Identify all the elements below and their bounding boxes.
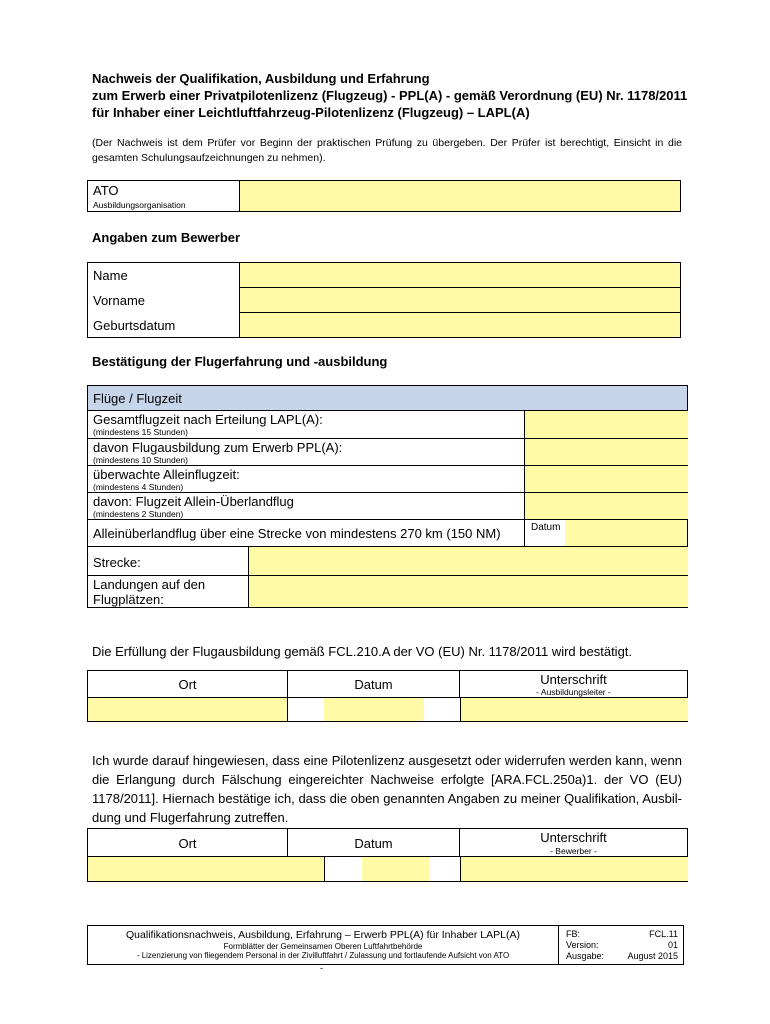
table-row <box>88 439 687 466</box>
footer <box>87 925 684 965</box>
geburtsdatum-label: Geburtsdatum <box>93 318 176 333</box>
ueberlandflug-input[interactable] <box>524 493 688 519</box>
table-row <box>88 493 687 520</box>
title-line-1: Nachweis der Qualifikation, Ausbildung und Erfahrung <box>92 71 430 86</box>
signature-input[interactable] <box>460 698 688 721</box>
signature-sublabel: - Ausbildungsleiter - <box>536 687 611 697</box>
cross-country-label: Alleinüberlandflug über eine Strecke von mindestens 270 km (150 NM) <box>93 526 501 541</box>
fb-label: FB: <box>566 929 581 939</box>
date-label: Datum <box>531 522 561 533</box>
landings-input[interactable] <box>248 576 688 607</box>
datum-label: Datum <box>354 677 393 692</box>
name-label: Name <box>93 268 128 283</box>
title-line-2: zum Erwerb einer Privatpilotenlizenz (Flugzeug) - PPL(A) - gemäß Verordnung (EU) Nr. 1178/2011 <box>92 88 688 103</box>
ort-input[interactable] <box>88 698 288 721</box>
footer-meta-values <box>608 929 678 962</box>
flugausbildung-input[interactable] <box>524 439 688 465</box>
title-line-3: für Inhaber einer Leichtluftfahrzeug-Pilotenlizenz (Flugzeug) – LAPL(A) <box>92 105 530 120</box>
intro-note: (Der Nachweis ist dem Prüfer vor Beginn der praktischen Prüfung zu übergeben. Der Prüfer ist berechtigt, Einsicht in die gesamten Schulungsaufzeichnungen zu nehmen). <box>92 137 682 164</box>
name-input[interactable] <box>240 263 680 288</box>
row-sub: (mindestens 2 Stunden) <box>93 509 184 519</box>
declaration-header-row <box>88 829 687 857</box>
landings-label-2: Flugplätzen: <box>93 592 164 607</box>
row-label: davon: Flugzeit Allein-Überlandflug <box>93 494 294 509</box>
version-label: Version: <box>566 940 599 950</box>
row-sub: (mindestens 4 Stunden) <box>93 482 184 492</box>
gesamtflugzeit-input[interactable] <box>524 411 688 438</box>
signature-input[interactable] <box>460 857 688 881</box>
ort-input[interactable] <box>88 857 325 881</box>
ato-input[interactable] <box>240 181 680 211</box>
datum-input[interactable] <box>362 857 430 881</box>
applicant-heading: Angaben zum Bewerber <box>92 230 241 245</box>
cross-country-date-input[interactable] <box>565 520 687 546</box>
confirmation-text: Die Erfüllung der Flugausbildung gemäß FCL.210.A der VO (EU) Nr. 1178/2011 wird bestätigt. <box>92 644 633 659</box>
signature-sublabel: - Bewerber - <box>550 846 597 856</box>
ato-row <box>87 180 681 212</box>
row-sub: (mindestens 15 Stunden) <box>93 427 188 437</box>
ort-label: Ort <box>178 677 197 692</box>
applicant-table <box>87 262 681 338</box>
row-label: Gesamtflugzeit nach Erteilung LAPL(A): <box>93 412 323 427</box>
vorname-input[interactable] <box>240 288 680 313</box>
version-value: 01 <box>667 940 678 950</box>
ato-sublabel: Ausbildungsorganisation <box>93 200 186 210</box>
signature-label: Unterschrift <box>540 672 607 687</box>
row-label: überwachte Alleinflugzeit: <box>93 467 240 482</box>
geburtsdatum-input[interactable] <box>240 313 680 337</box>
declaration-text: Ich wurde darauf hingewiesen, dass eine Pilotenlizenz ausgesetzt oder widerrufen werden kann, wenn die Erlangung durch Fälschung eingereichter Nachweise erfolgte [ARA.FCL.250a)1. der VO (EU) 1178/2011]. Hiernach bestätige ich, dass die oben genannten Angaben zu meiner Qualifikation, Ausbil-dung und Flugerfahrung zutreffen. <box>92 753 682 825</box>
footer-meta-labels <box>566 929 604 962</box>
footer-main <box>88 926 559 964</box>
footer-dash: - <box>320 963 323 973</box>
flight-table <box>87 385 688 608</box>
row-label: davon Flugausbildung zum Erwerb PPL(A): <box>93 440 343 455</box>
datum-label: Datum <box>354 836 393 851</box>
table-row <box>88 576 687 607</box>
signature-label: Unterschrift <box>540 830 607 845</box>
fb-value: FCL.11 <box>649 929 678 939</box>
ausgabe-label: Ausgabe: <box>566 951 605 961</box>
date-label-cell <box>524 520 565 546</box>
flight-heading: Bestätigung der Flugerfahrung und -ausbildung <box>92 354 388 369</box>
ato-label: ATO <box>93 183 119 198</box>
table-row <box>88 466 687 493</box>
landings-label-1: Landungen auf den <box>93 577 206 592</box>
ato-label-cell <box>88 181 240 211</box>
vorname-label: Vorname <box>93 293 146 308</box>
route-input[interactable] <box>248 547 688 575</box>
datum-input[interactable] <box>324 698 424 721</box>
route-label: Strecke: <box>93 555 141 570</box>
alleinflugzeit-input[interactable] <box>524 466 688 492</box>
table-row <box>88 411 687 439</box>
table-row <box>88 520 687 547</box>
page-title <box>92 70 692 121</box>
flight-table-header-label: Flüge / Flugzeit <box>93 391 182 406</box>
table-row <box>88 547 687 576</box>
ort-label: Ort <box>178 836 197 851</box>
footer-line2: Formblätter der Gemeinsamen Oberen Luftfahrtbehörde <box>223 942 423 951</box>
footer-line3: - Lizenzierung von fliegendem Personal in der Zivilluftfahrt / Zulassung und fortlaufende Aufsicht von ATO <box>136 951 510 960</box>
flight-table-header <box>88 386 687 411</box>
declaration-table <box>87 828 688 882</box>
confirmation-header-row <box>88 671 687 698</box>
confirmation-table <box>87 670 688 722</box>
ausgabe-value: August 2015 <box>627 951 678 961</box>
row-sub: (mindestens 10 Stunden) <box>93 455 188 465</box>
footer-line1: Qualifikationsnachweis, Ausbildung, Erfahrung – Erwerb PPL(A) für Inhaber LAPL(A) <box>126 929 520 941</box>
